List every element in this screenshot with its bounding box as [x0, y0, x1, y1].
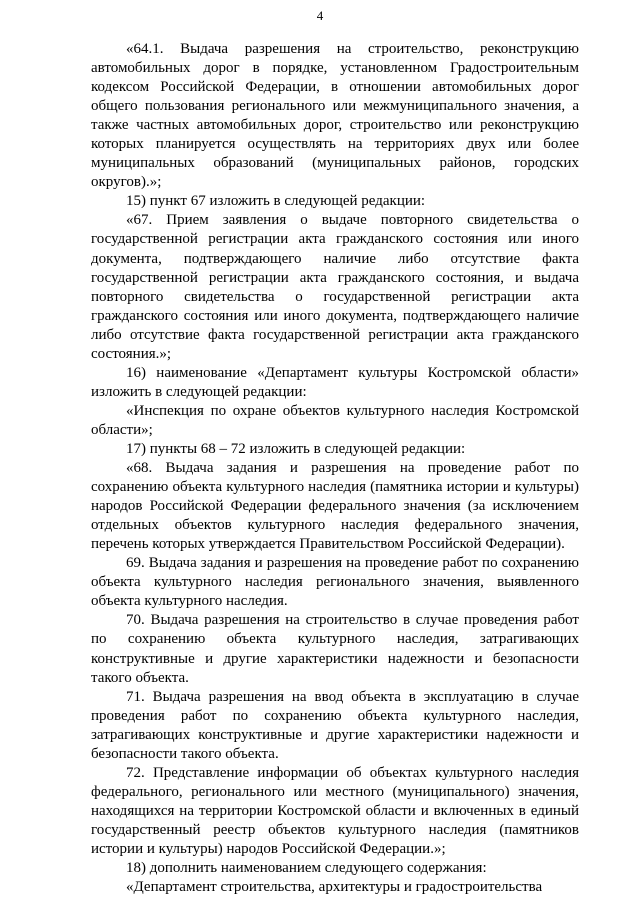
paragraph-item-70: 70. Выдача разрешения на строительство в случае проведения работ по сохранению объекта культурного наследия, затрагивающих конструктивные и другие характеристики надежности и безопасности такого объекта. [91, 612, 579, 686]
page-number: 4 [316, 8, 324, 23]
paragraph-amendment-15: 15) пункт 67 изложить в следующей редакции: [126, 193, 426, 210]
document-body [91, 40, 579, 897]
paragraph-item-68: «68. Выдача задания и разрешения на проведение работ по сохранению объекта культурного наследия (памятника истории и культуры) народов Российской Федерации федерального значения (за исключением отдельных объектов культурного наследия федерального значения, перечень которых утверждается Правительством Российской Федерации). [91, 460, 579, 553]
paragraph-item-64-1: «64.1. Выдача разрешения на строительство, реконструкцию автомобильных дорог в порядке, установленном Градостроительным кодексом Российской Федерации, в отношении автомобильных дорог общего пользования регионального или межмуниципального значения, а также частных автомобильных дорог, строительство или реконструкцию которых планируется осуществлять на территориях двух или более муниципальных образований (муниципальных районов, городских округов).»; [91, 41, 579, 191]
paragraph-amendment-17: 17) пункты 68 – 72 изложить в следующей редакции: [126, 440, 466, 457]
paragraph-item-69: 69. Выдача задания и разрешения на проведение работ по сохранению объекта культурного наследия регионального значения, выявленного объекта культурного наследия. [91, 555, 579, 610]
paragraph-item-71: 71. Выдача разрешения на ввод объекта в эксплуатацию в случае проведения работ по сохранению объекта культурного наследия, затрагивающих конструктивные и другие характеристики надежности и безопасности такого объекта. [91, 688, 579, 762]
paragraph-inspection-name: «Инспекция по охране объектов культурного наследия Костромской области»; [91, 402, 579, 438]
paragraph-amendment-16: 16) наименование «Департамент культуры Костромской области» изложить в следующей редакции: [91, 364, 579, 400]
paragraph-amendment-18: 18) дополнить наименованием следующего содержания: [126, 860, 487, 877]
paragraph-department-heading: «Департамент строительства, архитектуры и градостроительства [126, 879, 543, 896]
paragraph-item-67: «67. Прием заявления о выдаче повторного свидетельства о государственной регистрации акта гражданского состояния или иного документа, подтверждающего наличие либо отсутствие факта государственной регистрации акта гражданского состояния, и выдача повторного свидетельства о государственной регистрации акта гражданского состояния или иного документа, подтверждающего наличие либо отсутствие факта государственной регистрации акта гражданского состояния.»; [91, 212, 579, 362]
paragraph-item-72: 72. Представление информации об объектах культурного наследия федерального, регионального или местного (муниципального) значения, находящихся на территории Костромской области и включенных в единый государственный реестр объектов культурного наследия (памятников истории и культуры) народов Российской Федерации.»; [91, 764, 579, 857]
